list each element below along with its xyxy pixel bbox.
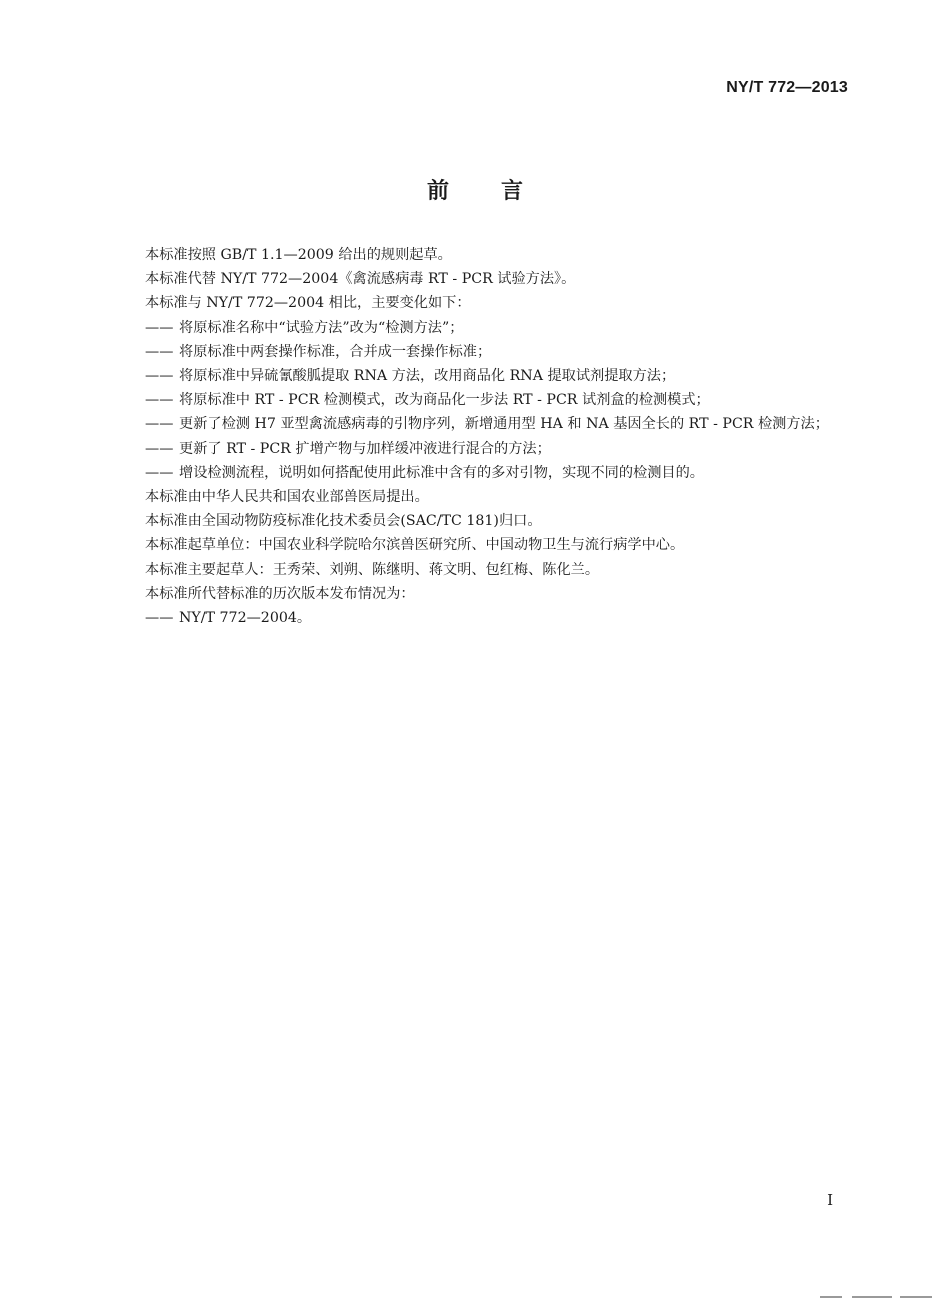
change-text: 更新了 RT - PCR 扩增产物与加样缓冲液进行混合的方法； [179,440,551,457]
scan-artifact [820,1296,842,1298]
paragraph-drafting-units: 本标准起草单位：中国农业科学院哈尔滨兽医研究所、中国动物卫生与流行病学中心。 [145,537,685,554]
previous-version-text: NY/T 772—2004。 [179,610,312,627]
change-item [145,388,860,412]
paragraph-centralized-by: 本标准由全国动物防疫标准化技术委员会(SAC/TC 181)归口。 [145,513,542,530]
scan-artifact [900,1296,932,1298]
dash-bullet: —— [145,368,174,385]
change-item [145,316,860,340]
scan-artifact [852,1296,892,1298]
dash-bullet: —— [145,319,174,336]
paragraph-drafting-rules: 本标准按照 GB/T 1.1—2009 给出的规则起草。 [145,247,452,263]
dash-bullet: —— [145,392,174,409]
change-text: 更新了检测 H7 亚型禽流感病毒的引物序列，新增通用型 HA 和 NA 基因全长的 RT - PCR 检测方法； [179,416,829,433]
change-text: 将原标准中 RT - PCR 检测模式，改为商品化一步法 RT - PCR 试剂盒的检测模式； [179,392,710,409]
paragraph-main-changes: 本标准与 NY/T 772—2004 相比，主要变化如下： [145,295,471,312]
paragraph-proposed-by: 本标准由中华人民共和国农业部兽医局提出。 [145,489,429,506]
change-item [145,437,860,461]
change-text: 将原标准名称中“试验方法”改为“检测方法”； [179,319,464,336]
dash-bullet: —— [145,416,174,433]
page-title: 前言 [426,179,575,204]
change-item [145,461,860,485]
dash-bullet: —— [145,343,174,360]
change-text: 增设检测流程，说明如何搭配使用此标准中含有的多对引物，实现不同的检测目的。 [179,464,704,481]
change-text: 将原标准中两套操作标准，合并成一套操作标准； [179,343,492,360]
foreword-body [145,243,860,630]
change-item [145,412,860,436]
paragraph-version-history: 本标准所代替标准的历次版本发布情况为： [145,585,415,602]
change-item [145,364,860,388]
dash-bullet: —— [145,464,174,481]
paragraph-drafters: 本标准主要起草人：王秀荣、刘朔、陈继明、蒋文明、包红梅、陈化兰。 [145,561,600,578]
change-item [145,340,860,364]
dash-bullet: —— [145,440,174,457]
standard-number: NY/T 772—2013 [726,79,848,96]
page-number: I [827,1191,833,1209]
previous-version-item [145,606,860,630]
change-text: 将原标准中异硫氰酸胍提取 RNA 方法，改用商品化 RNA 提取试剂提取方法； [179,368,676,385]
paragraph-replaces: 本标准代替 NY/T 772—2004《禽流感病毒 RT - PCR 试验方法》。 [145,271,576,288]
dash-bullet: —— [145,610,174,627]
